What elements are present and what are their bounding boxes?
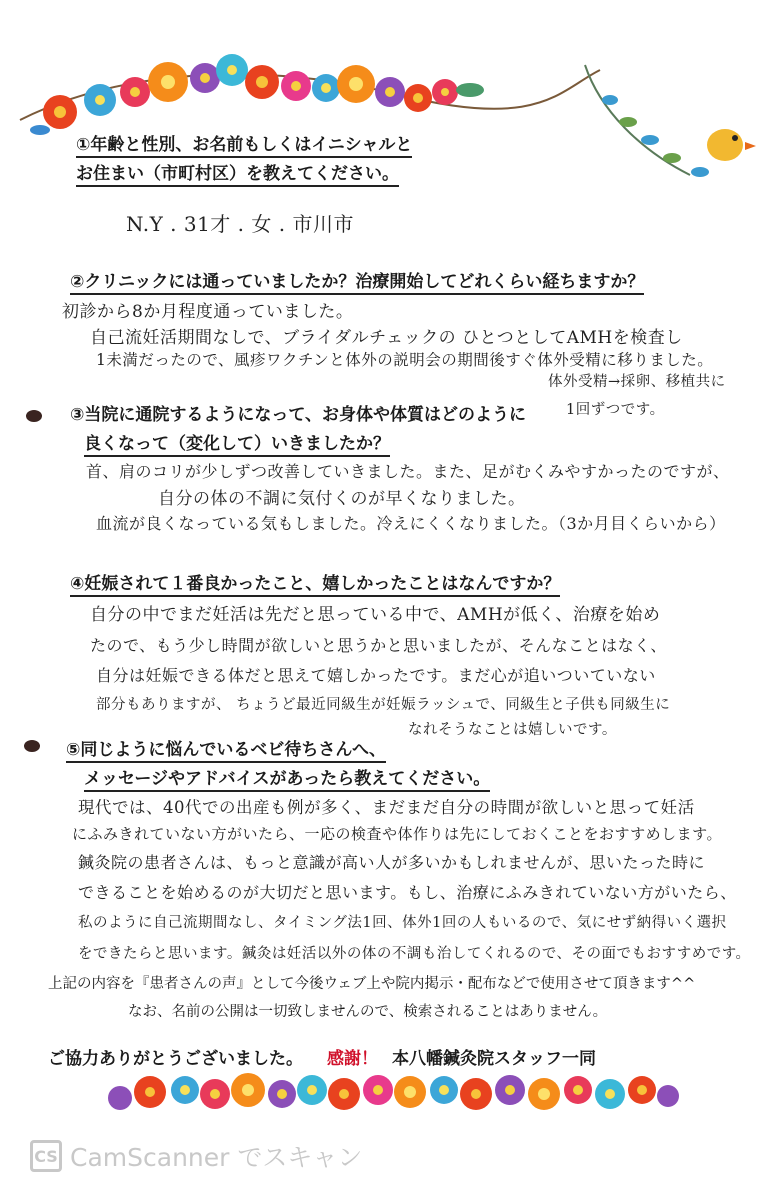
bullet-dot bbox=[26, 410, 42, 422]
flower-garland-bottom bbox=[0, 1060, 776, 1130]
q4-answer-line: 自分の中でまだ妊活は先だと思っている中で、AMHが低く、治療を始め bbox=[90, 605, 661, 625]
q4-answer-line: たので、もう少し時間が欲しいと思うかと思いましたが、そんなことはなく、 bbox=[90, 636, 667, 655]
q4-label: ④妊娠されて１番良かったこと、嬉しかったことはなんですか？ bbox=[70, 572, 560, 596]
q4-answer-line: なれそうなことは嬉しいです。 bbox=[408, 722, 617, 738]
q5-answer-line: をできたらと思います。鍼灸は妊活以外の体の不調も治してくれるので、その面でもおすすめです。 bbox=[78, 946, 751, 962]
thanks-text: ご協力ありがとうございました。 bbox=[48, 1049, 303, 1069]
q1-answer: N.Y . 31才 . 女 . 市川市 bbox=[126, 212, 354, 236]
q3-label-line2: 良くなって（変化して）いきましたか？ bbox=[84, 432, 390, 456]
q3-answer-line: 首、肩のコリが少しずつ改善していきました。また、足がむくみやすかったのですが、 bbox=[86, 462, 730, 481]
q5-label-line2: メッセージやアドバイスがあったら教えてください。 bbox=[84, 767, 490, 791]
q2-label: ②クリニックには通っていましたか？治療開始してどれくらい経ちますか？ bbox=[70, 270, 644, 294]
q2-answer-line: 自己流妊活期間なしで、ブライダルチェックの ひとつとしてAMHを検査し bbox=[90, 328, 683, 348]
thanks-highlight: 感謝！ bbox=[327, 1049, 378, 1069]
q3-answer-line: 自分の体の不調に気付くのが早くなりました。 bbox=[158, 489, 526, 509]
q5-answer-line: 現代では、40代での出産も例が多く、まだまだ自分の時間が欲しいと思って妊活 bbox=[78, 798, 695, 817]
camscanner-text: CamScanner でスキャン bbox=[70, 1143, 363, 1172]
usage-notice-line1: 上記の内容を『患者さんの声』として今後ウェブ上や院内掲示・配布などで使用させて頂きます^^ bbox=[48, 976, 696, 992]
q5-answer-line: できることを始めるのが大切だと思います。もし、治療にふみきれていない方がいたら、 bbox=[78, 883, 737, 902]
q1-label-line1: ①年齢と性別、お名前もしくはイニシャルと bbox=[76, 133, 412, 157]
q2-answer-line: 体外受精→採卵、移植共に bbox=[548, 374, 726, 390]
camscanner-logo-icon: CS bbox=[30, 1140, 62, 1172]
q1-label-line2: お住まい（市町村区）を教えてください。 bbox=[76, 162, 399, 186]
q3-label-line1: ③当院に通院するようになって、お身体や体質はどのように bbox=[70, 405, 527, 425]
q2-answer-line: 初診から8か月程度通っていました。 bbox=[62, 302, 354, 322]
usage-notice-line2: なお、名前の公開は一切致しませんので、検索されることはありません。 bbox=[128, 1004, 608, 1020]
q5-answer-line: にふみきれていない方がいたら、一応の検査や体作りは先にしておくことをおすすめします。 bbox=[72, 825, 722, 843]
q4-answer-line: 自分は妊娠できる体だと思えて嬉しかったです。まだ心が追いついていない bbox=[96, 666, 656, 685]
clinic-staff-signature: 本八幡鍼灸院スタッフ一同 bbox=[392, 1049, 596, 1069]
camscanner-watermark bbox=[30, 1138, 362, 1174]
q2-answer-line: 1未満だったので、風疹ワクチンと体外の説明会の期間後すぐ体外受精に移りました。 bbox=[96, 351, 714, 369]
q5-label-line1: ⑤同じように悩んでいるベビ待ちさんへ、 bbox=[66, 738, 386, 762]
bullet-dot bbox=[24, 740, 40, 752]
q4-answer-line: 部分もありますが、 ちょうど最近同級生が妊娠ラッシュで、同級生と子供も同級生に bbox=[96, 697, 671, 713]
q5-answer-line: 私のように自己流期間なし、タイミング法1回、体外1回の人もいるので、気にせず納得いく選択 bbox=[78, 915, 727, 931]
q2-answer-line: 1回ずつです。 bbox=[566, 402, 665, 418]
q5-answer-line: 鍼灸院の患者さんは、もっと意識が高い人が多いかもしれませんが、思いたった時に bbox=[78, 853, 706, 872]
q3-answer-line: 血流が良くなっている気もしました。冷えにくくなりました。（3か月目くらいから） bbox=[96, 514, 726, 533]
